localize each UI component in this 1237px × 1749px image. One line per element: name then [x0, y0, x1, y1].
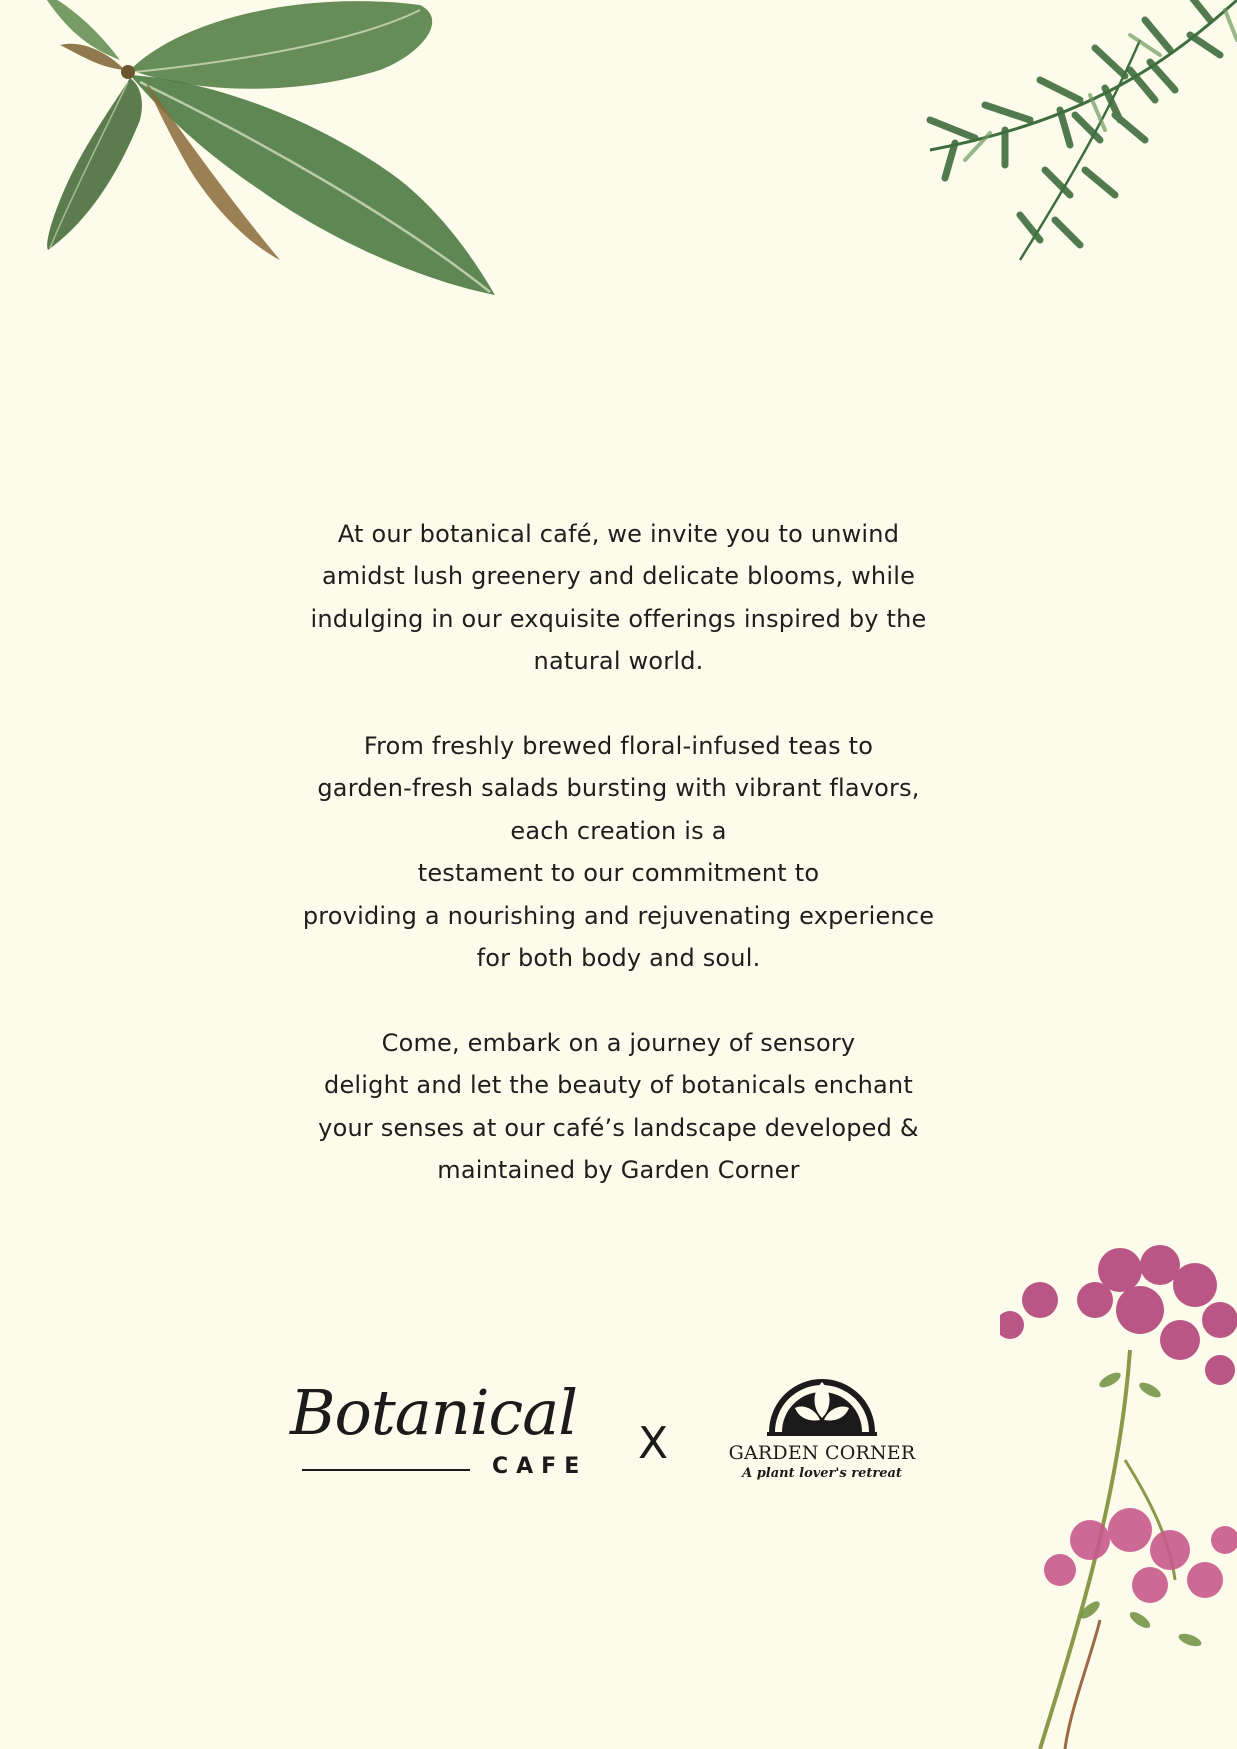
botanical-logo-script: Botanical	[290, 1376, 578, 1449]
text-line: testament to our commitment to	[417, 859, 820, 888]
rosemary-sprig-decoration	[890, 0, 1237, 270]
pink-flowers-decoration	[1000, 1240, 1237, 1749]
text-line: amidst lush greenery and delicate blooms, while	[321, 562, 916, 591]
text-line: each creation is a	[510, 816, 727, 845]
partner-logos	[290, 1360, 930, 1490]
text-line: At our botanical café, we invite you to unwind	[337, 520, 900, 548]
intro-paragraph-2	[250, 725, 987, 979]
botanical-cafe-logo	[290, 1360, 590, 1490]
watercolor-leaves-decoration	[0, 0, 500, 300]
intro-paragraph-1	[250, 513, 987, 683]
text-line: for both body and soul.	[476, 944, 761, 973]
text-line: maintained by Garden Corner	[437, 1156, 800, 1185]
text-line: your senses at our café’s landscape developed &	[318, 1113, 919, 1142]
garden-corner-logo	[722, 1360, 932, 1490]
text-line: providing a nourishing and rejuvenating experience	[302, 901, 935, 930]
text-line: natural world.	[533, 647, 704, 676]
botanical-logo-cafe: CAFE	[492, 1454, 588, 1479]
logo-divider-line	[302, 1469, 470, 1471]
text-line: From freshly brewed floral-infused teas to	[363, 732, 874, 761]
text-line: delight and let the beauty of botanicals enchant	[324, 1071, 913, 1100]
text-line: Come, embark on a journey of sensory	[381, 1028, 856, 1057]
collaboration-x: X	[638, 1418, 669, 1469]
garden-corner-name: GARDEN CORNER	[728, 1442, 916, 1464]
intro-text	[250, 513, 987, 1191]
text-line: indulging in our exquisite offerings inspired by the	[310, 604, 927, 633]
garden-corner-tagline: A plant lover's retreat	[742, 1466, 902, 1481]
intro-paragraph-3	[250, 1022, 987, 1192]
garden-corner-emblem-icon	[767, 1360, 877, 1440]
text-line: garden-fresh salads bursting with vibrant flavors,	[317, 774, 920, 803]
